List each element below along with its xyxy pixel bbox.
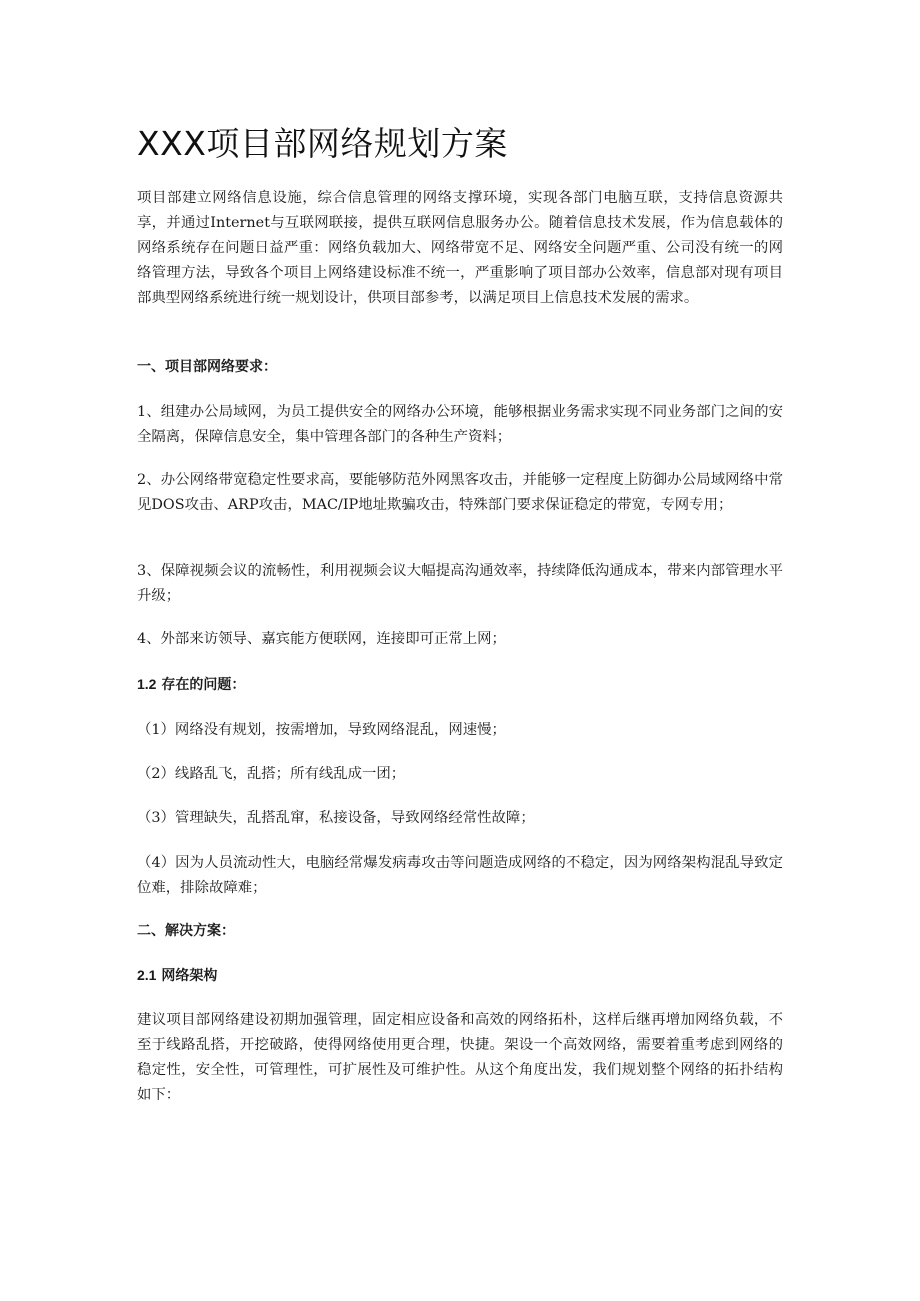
architecture-paragraph: 建议项目部网络建设初期加强管理，固定相应设备和高效的网络拓朴，这样后继再增加网络负载，不至于线路乱搭，开挖破路，使得网络使用更合理，快捷。架设一个高效网络，需要着重考虑到网络的稳定性，安全性，可管理性，可扩展性及可维护性。从这个角度出发，我们规划整个网络的拓扑结构如下： [137,1012,783,1103]
section-2-1-number: 2.1 [137,967,157,983]
section-1-2-title: 存在的问题： [161,677,246,693]
requirement-item-3: 3、保障视频会议的流畅性，利用视频会议大幅提高沟通效率，持续降低沟通成本，带来内部管理水平升级； [137,563,783,604]
section-1-2-number: 1.2 [137,676,157,692]
section-2-1-title: 网络架构 [161,968,218,984]
requirement-item-2: 2、办公网络带宽稳定性要求高，要能够防范外网黑客攻击，并能够一定程度上防御办公局域网络中常见DOS攻击、ARP攻击，MAC/IP地址欺骗攻击，特殊部门要求保证稳定的带宽，专网专用； [137,472,783,513]
problem-item-3: （3）管理缺失，乱搭乱窜，私接设备，导致网络经常性故障； [137,810,535,826]
problem-item-4: （4）因为人员流动性大，电脑经常爆发病毒攻击等问题造成网络的不稳定，因为网络架构混乱导致定位难，排除故障难； [137,855,783,896]
intro-paragraph: 项目部建立网络信息设施，综合信息管理的网络支撑环境，实现各部门电脑互联，支持信息资源共享，并通过Internet与互联网联接，提供互联网信息服务办公。随着信息技术发展，作为信息载体的网络系统存在问题日益严重：网络负载加大、网络带宽不足、网络安全问题严重、公司没有统一的网络管理方法，导致各个项目上网络建设标准不统一，严重影响了项目部办公效率，信息部对现有项目部典型网络系统进行统一规划设计，供项目部参考，以满足项目上信息技术发展的需求。 [137,190,783,306]
section-1-2-heading [137,672,245,698]
problem-item-1: （1）网络没有规划，按需增加，导致网络混乱，网速慢； [137,722,506,738]
document-title: XXX项目部网络规划方案 [137,124,508,163]
requirement-item-4: 4、外部来访领导、嘉宾能方便联网，连接即可正常上网； [137,631,506,647]
section-2-1-heading [137,963,217,989]
section-1-heading: 一、项目部网络要求： [137,359,277,375]
requirement-item-1: 1、组建办公局域网，为员工提供安全的网络办公环境，能够根据业务需求实现不同业务部门之间的安全隔离，保障信息安全，集中管理各部门的各种生产资料； [137,404,783,445]
section-2-heading: 二、解决方案： [137,923,235,939]
problem-item-2: （2）线路乱飞，乱搭；所有线乱成一团； [137,766,406,782]
